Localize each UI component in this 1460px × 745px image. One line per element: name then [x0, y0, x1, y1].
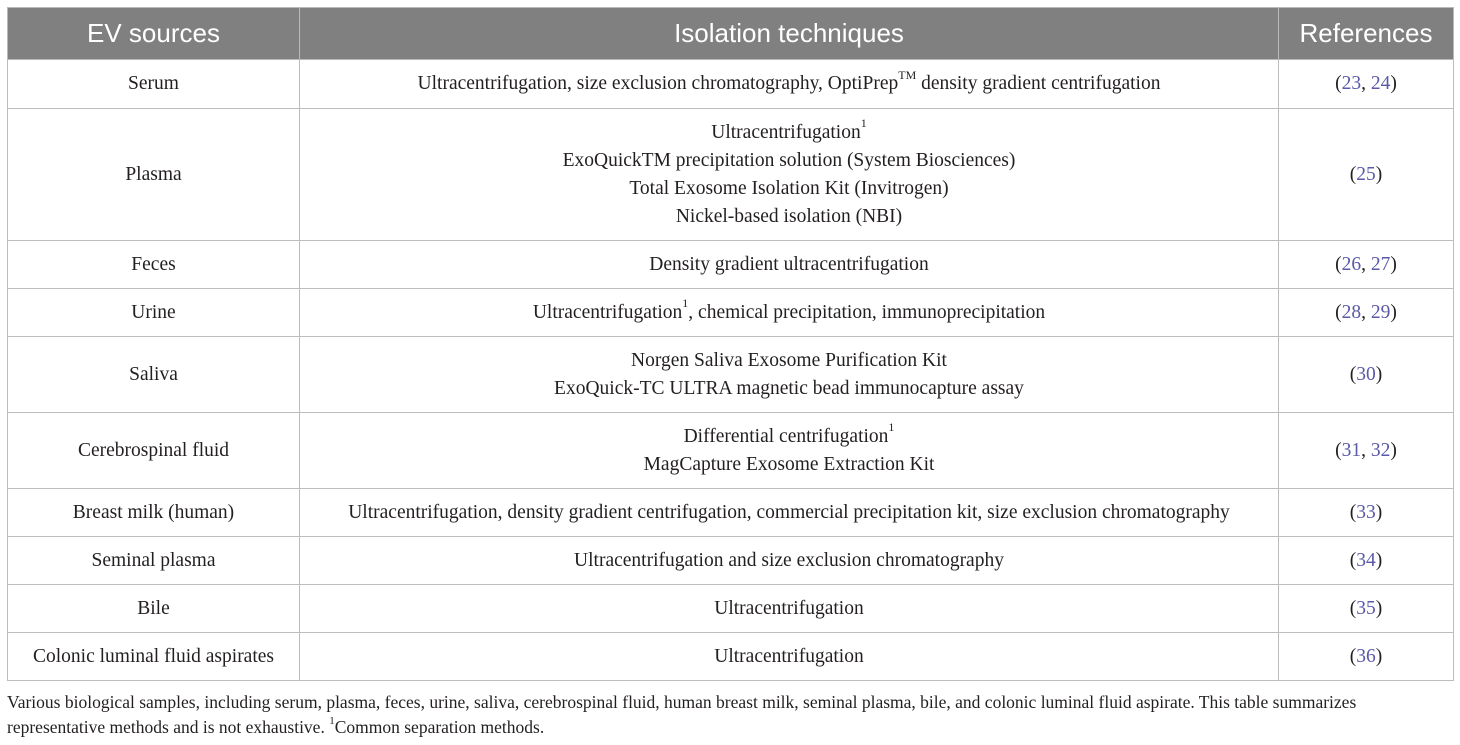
reference-paren: )	[1390, 253, 1397, 275]
reference-link[interactable]: 32	[1370, 439, 1391, 461]
reference-link[interactable]: 31	[1341, 439, 1362, 461]
references-cell	[1279, 60, 1454, 109]
references-cell	[1279, 633, 1454, 681]
reference-separator: ,	[1361, 73, 1371, 94]
technique-line	[304, 420, 1274, 451]
reference-separator: ,	[1361, 253, 1371, 275]
header-references: References	[1279, 8, 1454, 60]
reference-link[interactable]: 25	[1356, 163, 1376, 185]
ev-source-cell: Plasma	[8, 109, 300, 241]
superscript: TM	[898, 67, 917, 82]
text-segment: , chemical precipitation, immunoprecipitation	[688, 301, 1046, 323]
technique-line	[304, 375, 1274, 403]
text-segment: Nickel-based isolation (NBI)	[675, 205, 903, 227]
reference-paren: )	[1375, 597, 1383, 619]
superscript: 1	[682, 296, 689, 310]
reference-paren: )	[1375, 501, 1383, 523]
ev-source-cell: Bile	[8, 585, 300, 633]
references-cell	[1279, 337, 1454, 413]
isolation-techniques-cell	[300, 585, 1279, 633]
reference-link[interactable]: 29	[1370, 301, 1391, 323]
ev-source-cell: Saliva	[8, 337, 300, 413]
reference-paren: (	[1349, 501, 1357, 523]
reference-link[interactable]: 26	[1341, 253, 1362, 275]
reference-separator: ,	[1361, 439, 1371, 461]
references-cell	[1279, 289, 1454, 337]
table-row	[8, 585, 1454, 633]
technique-line	[304, 595, 1274, 623]
ev-source-cell: Urine	[8, 289, 300, 337]
reference-link[interactable]: 24	[1370, 73, 1391, 94]
reference-paren: )	[1390, 439, 1397, 461]
reference-paren: )	[1375, 549, 1383, 571]
table-row	[8, 537, 1454, 585]
text-segment: Common separation methods.	[334, 717, 545, 737]
text-segment: Ultracentrifugation and size exclusion chromatography	[574, 549, 1004, 571]
text-segment: Ultracentrifugation, density gradient centrifugation, commercial precipitation kit, size exclusion chromatography	[348, 501, 1230, 523]
reference-paren: )	[1375, 645, 1383, 667]
table-header	[8, 8, 1454, 60]
references-cell	[1279, 489, 1454, 537]
reference-paren: (	[1349, 645, 1357, 667]
reference-paren: (	[1335, 73, 1342, 94]
technique-line	[304, 451, 1274, 479]
reference-paren: )	[1390, 73, 1397, 94]
table-row	[8, 241, 1454, 289]
technique-line	[304, 203, 1274, 231]
reference-link[interactable]: 33	[1356, 501, 1376, 523]
ev-source-cell: Feces	[8, 241, 300, 289]
ev-source-cell: Breast milk (human)	[8, 489, 300, 537]
reference-link[interactable]: 34	[1356, 549, 1376, 571]
references-cell	[1279, 537, 1454, 585]
table-row	[8, 413, 1454, 489]
isolation-techniques-cell	[300, 60, 1279, 109]
reference-link[interactable]: 28	[1341, 301, 1362, 323]
isolation-techniques-cell	[300, 109, 1279, 241]
ev-source-cell: Cerebrospinal fluid	[8, 413, 300, 489]
reference-link[interactable]: 36	[1356, 645, 1376, 667]
table-row	[8, 60, 1454, 109]
reference-link[interactable]: 27	[1370, 253, 1391, 275]
ev-source-cell: Seminal plasma	[8, 537, 300, 585]
references-cell	[1279, 585, 1454, 633]
ev-source-cell: Colonic luminal fluid aspirates	[8, 633, 300, 681]
technique-line	[304, 499, 1274, 527]
technique-line	[304, 67, 1274, 98]
technique-line	[304, 347, 1274, 375]
table-row	[8, 289, 1454, 337]
references-cell	[1279, 413, 1454, 489]
reference-paren: (	[1349, 597, 1357, 619]
superscript: 1	[860, 116, 867, 130]
text-segment: Ultracentrifugation	[711, 121, 861, 143]
reference-link[interactable]: 23	[1341, 73, 1362, 94]
text-segment: Ultracentrifugation	[532, 301, 683, 323]
technique-line	[304, 147, 1274, 175]
text-segment: Differential centrifugation	[683, 425, 889, 447]
reference-paren: )	[1390, 301, 1397, 323]
reference-paren: (	[1349, 163, 1357, 185]
table-row	[8, 337, 1454, 413]
technique-line	[304, 175, 1274, 203]
text-segment: ExoQuickTM precipitation solution (System Biosciences)	[562, 149, 1016, 171]
isolation-techniques-cell	[300, 489, 1279, 537]
reference-link[interactable]: 35	[1356, 597, 1376, 619]
table-row	[8, 489, 1454, 537]
reference-paren: (	[1349, 549, 1357, 571]
isolation-techniques-cell	[300, 289, 1279, 337]
isolation-techniques-cell	[300, 537, 1279, 585]
reference-paren: )	[1375, 363, 1383, 385]
superscript: 1	[329, 715, 335, 728]
reference-paren: (	[1335, 439, 1342, 461]
text-segment: Various biological samples, including serum, plasma, feces, urine, saliva, cerebrospinal fluid, human breast milk, seminal plasma, bile, and colonic luminal fluid aspirate. This table summarizes representative methods and is not exhaustive.	[7, 692, 1357, 737]
text-segment: Ultracentrifugation, size exclusion chromatography, OptiPrep	[417, 73, 899, 94]
references-cell	[1279, 241, 1454, 289]
text-segment: MagCapture Exosome Extraction Kit	[643, 453, 935, 475]
header-row	[8, 8, 1454, 60]
text-segment: density gradient centrifugation	[916, 73, 1161, 94]
text-segment: Ultracentrifugation	[714, 597, 864, 619]
reference-paren: (	[1335, 253, 1342, 275]
ev-isolation-table	[7, 7, 1454, 681]
ev-source-cell: Serum	[8, 60, 300, 109]
text-segment: Ultracentrifugation	[714, 645, 864, 667]
table-body	[8, 60, 1454, 681]
technique-line	[304, 116, 1274, 147]
reference-link[interactable]: 30	[1356, 363, 1376, 385]
technique-line	[304, 643, 1274, 671]
reference-paren: )	[1375, 163, 1383, 185]
technique-line	[304, 251, 1274, 279]
table-container	[7, 7, 1453, 681]
table-footnote	[7, 690, 1457, 740]
text-segment: ExoQuick-TC ULTRA magnetic bead immunocapture assay	[554, 377, 1024, 399]
isolation-techniques-cell	[300, 241, 1279, 289]
technique-line	[304, 547, 1274, 575]
reference-paren: (	[1349, 363, 1357, 385]
reference-paren: (	[1335, 301, 1342, 323]
isolation-techniques-cell	[300, 633, 1279, 681]
isolation-techniques-cell	[300, 413, 1279, 489]
references-cell	[1279, 109, 1454, 241]
isolation-techniques-cell	[300, 337, 1279, 413]
header-isolation-techniques: Isolation techniques	[300, 8, 1279, 60]
table-row	[8, 633, 1454, 681]
table-row	[8, 109, 1454, 241]
reference-separator: ,	[1361, 301, 1371, 323]
header-ev-sources: EV sources	[8, 8, 300, 60]
text-segment: Norgen Saliva Exosome Purification Kit	[631, 349, 947, 371]
technique-line	[304, 296, 1274, 327]
text-segment: Density gradient ultracentrifugation	[649, 253, 929, 275]
text-segment: Total Exosome Isolation Kit (Invitrogen)	[629, 177, 949, 199]
superscript: 1	[888, 420, 895, 434]
